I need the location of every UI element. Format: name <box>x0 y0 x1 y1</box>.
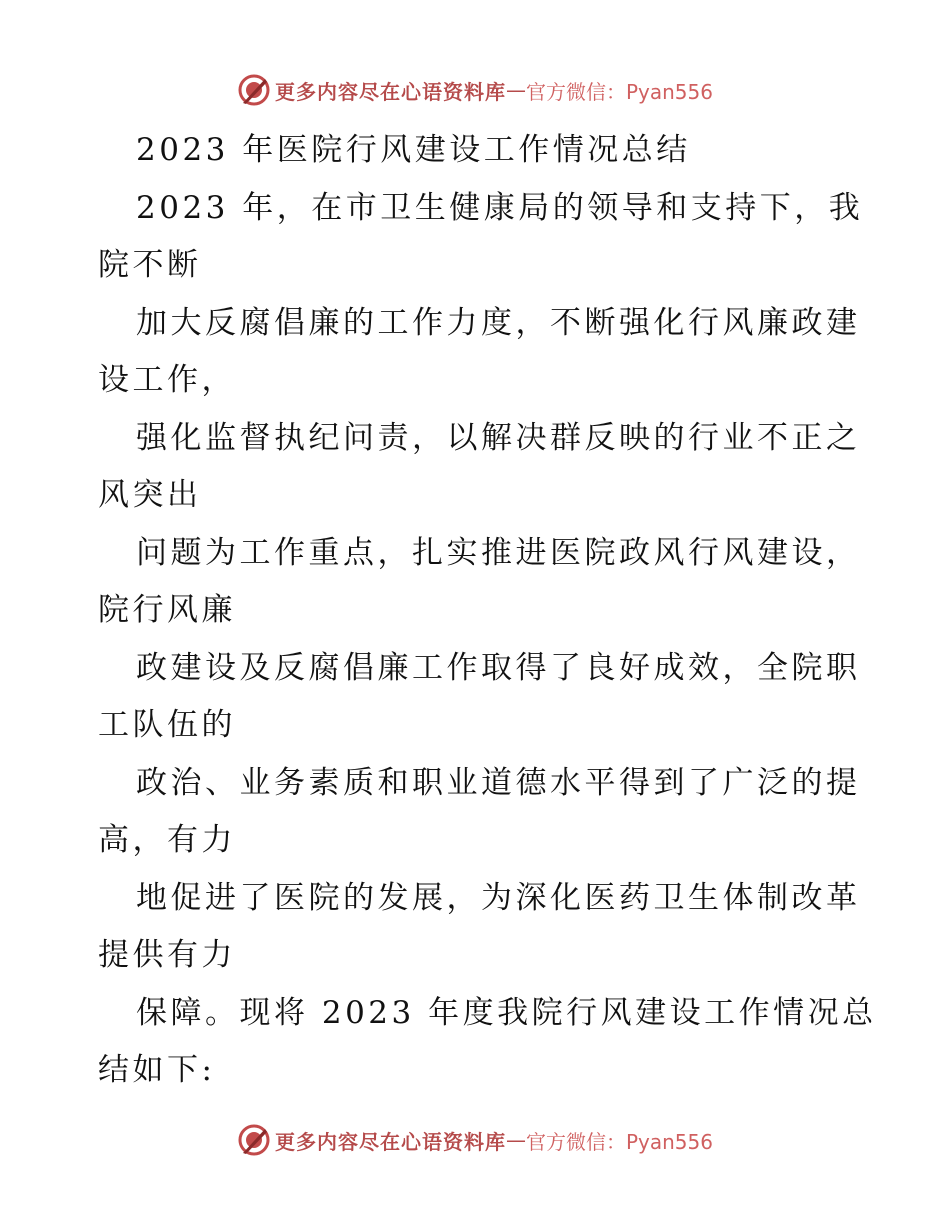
text-line: 保障。现将 2023 年度我院行风建设工作情况总 <box>136 994 877 1031</box>
text-line: 高，有力 <box>98 822 236 858</box>
text-line: 设工作， <box>98 362 236 398</box>
watermark-text: 更多内容尽在心语资料库 <box>274 1129 506 1154</box>
text-line: 地促进了医院的发展，为深化医药卫生体制改革 <box>136 879 861 916</box>
watermark-text: 更多内容尽在心语资料库 <box>274 79 506 104</box>
text-line: 工队伍的 <box>98 707 236 743</box>
text-line: 政治、业务素质和职业道德水平得到了广泛的提 <box>136 764 861 801</box>
text-line: 提供有力 <box>98 937 236 973</box>
text-line: 风突出 <box>98 477 202 513</box>
document-body <box>98 122 877 1100</box>
watermark-header <box>0 70 950 110</box>
quill-logo-icon <box>237 73 271 107</box>
document-title: 2023 年医院行风建设工作情况总结 <box>136 132 691 168</box>
watermark-separator: — <box>505 78 526 102</box>
watermark-footer <box>0 1120 950 1160</box>
watermark-contact: 官方微信：Pyan556 <box>525 79 713 104</box>
text-line: 加大反腐倡廉的工作力度，不断强化行风廉政建 <box>136 304 861 341</box>
quill-logo-icon <box>237 1123 271 1157</box>
watermark-contact: 官方微信：Pyan556 <box>525 1129 713 1154</box>
text-line: 院行风廉 <box>98 592 236 628</box>
text-line: 结如下: <box>98 1052 216 1088</box>
text-line: 院不断 <box>98 247 202 283</box>
text-line: 政建设及反腐倡廉工作取得了良好成效，全院职 <box>136 649 861 686</box>
text-line: 强化监督执纪问责，以解决群反映的行业不正之 <box>136 419 861 456</box>
text-line: 问题为工作重点，扎实推进医院政风行风建设， <box>136 534 861 571</box>
watermark-separator: — <box>505 1128 526 1152</box>
text-line: 2023 年，在市卫生健康局的领导和支持下，我 <box>136 189 864 226</box>
